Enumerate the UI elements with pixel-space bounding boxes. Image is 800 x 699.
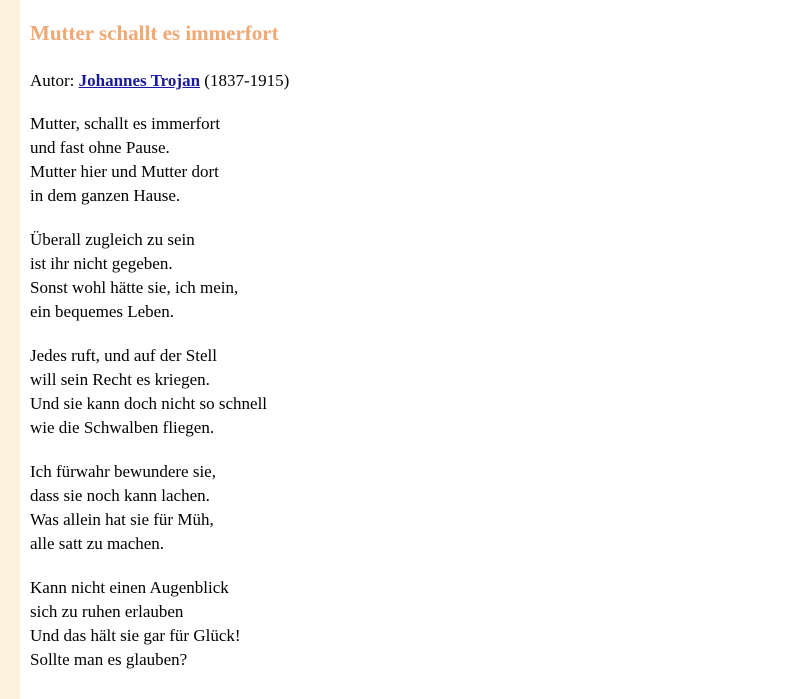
poem-line: dass sie noch kann lachen. — [30, 486, 210, 505]
poem-line: will sein Recht es kriegen. — [30, 370, 210, 389]
poem-line: Mutter hier und Mutter dort — [30, 162, 219, 181]
poem-line: Jedes ruft, und auf der Stell — [30, 346, 217, 365]
poem-line: Und das hält sie gar für Glück! — [30, 626, 241, 645]
poem-line: wie die Schwalben fliegen. — [30, 418, 215, 437]
stanza-2 — [30, 228, 267, 324]
poem-title: Mutter schallt es immerfort — [30, 21, 279, 45]
stanza-1 — [30, 112, 267, 208]
poem-line: Sonst wohl hätte sie, ich mein, — [30, 278, 239, 297]
poem-line: sich zu ruhen erlauben — [30, 602, 184, 621]
stanza-5 — [30, 576, 267, 672]
author-years: (1837-1915) — [200, 71, 290, 90]
poem-line: und fast ohne Pause. — [30, 138, 170, 157]
poem-stanzas — [30, 112, 267, 692]
poem-line: ein bequemes Leben. — [30, 302, 174, 321]
stanza-3 — [30, 344, 267, 440]
poem-line: Kann nicht einen Augenblick — [30, 578, 229, 597]
poem-line: Was allein hat sie für Müh, — [30, 510, 214, 529]
stanza-4 — [30, 460, 267, 556]
author-prefix: Autor: — [30, 71, 79, 90]
poem-line: Sollte man es glauben? — [30, 650, 188, 669]
left-sidebar-strip — [0, 0, 20, 699]
poem-line: ist ihr nicht gegeben. — [30, 254, 173, 273]
author-link[interactable]: Johannes Trojan — [78, 71, 201, 90]
author-line — [30, 69, 289, 93]
poem-line: Und sie kann doch nicht so schnell — [30, 394, 268, 413]
poem-line: alle satt zu machen. — [30, 534, 165, 553]
poem-line: Mutter, schallt es immerfort — [30, 114, 221, 133]
poem-line: Ich fürwahr bewundere sie, — [30, 462, 216, 481]
poem-line: Überall zugleich zu sein — [30, 230, 195, 249]
poem-line: in dem ganzen Hause. — [30, 186, 181, 205]
